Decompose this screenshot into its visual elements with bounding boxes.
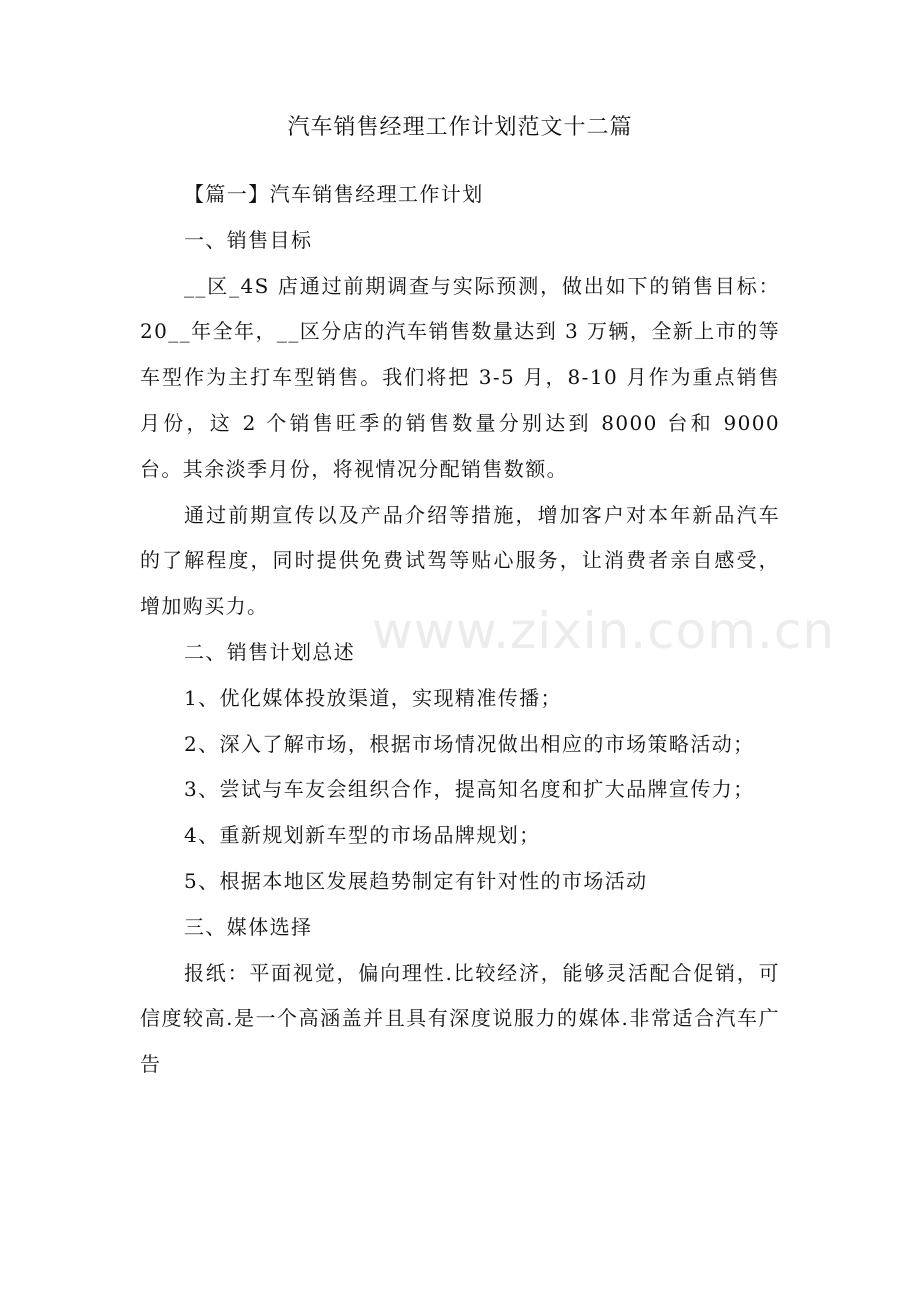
section-heading-sales-plan: 二、销售计划总述 xyxy=(184,639,356,664)
paragraph-newspaper: 报纸：平面视觉，偏向理性.比较经济，能够灵活配合促销，可信度较高.是一个高涵盖并且具有深度说服力的媒体.非常适合汽车广告 xyxy=(140,960,780,1077)
section-heading-part-one: 【篇一】汽车销售经理工作计划 xyxy=(184,182,484,206)
section-heading-media-selection: 三、媒体选择 xyxy=(184,914,313,939)
list-item-1: 1、优化媒体投放渠道，实现精准传播； xyxy=(184,685,562,710)
section-heading-sales-target: 一、销售目标 xyxy=(184,227,313,252)
document-title: 汽车销售经理工作计划范文十二篇 xyxy=(287,115,633,140)
list-item-4: 4、重新规划新车型的市场品牌规划； xyxy=(184,823,541,848)
document-body xyxy=(140,172,780,1088)
list-item-3: 3、尝试与车友会组织合作，提高知名度和扩大品牌宣传力； xyxy=(184,777,755,802)
list-item-5: 5、根据本地区发展趋势制定有针对性的市场活动 xyxy=(184,868,648,893)
list-item-2: 2、深入了解市场，根据市场情况做出相应的市场策略活动； xyxy=(184,731,755,756)
paragraph-sales-target: __区_4S 店通过前期调查与实际预测，做出如下的销售目标：20__年全年，__区分店的汽车销售数量达到 3 万辆，全新上市的等车型作为主打车型销售。我们将把 3-5 月，8-10 月作为重点销售月份，这 2 个销售旺季的销售数量分别达到 8000 台和 9000 台。其余淡季月份，将视情况分配销售数额。 xyxy=(140,273,780,481)
watermark: www.zixin.com.cn xyxy=(372,602,836,660)
paragraph-promotion: 通过前期宣传以及产品介绍等措施，增加客户对本年新品汽车的了解程度，同时提供免费试驾等贴心服务，让消费者亲自感受，增加购买力。 xyxy=(140,502,780,619)
